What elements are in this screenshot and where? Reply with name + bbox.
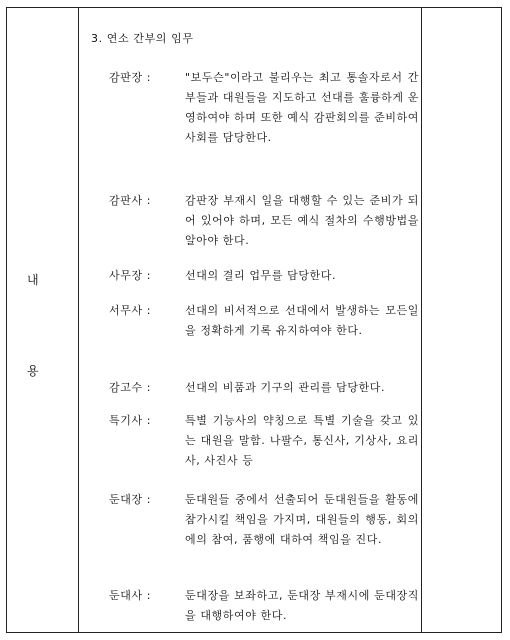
duty-item: [109, 490, 419, 550]
side-label-bottom: 용: [27, 364, 39, 378]
duty-description: 선대의 비품과 기구의 관리를 담당한다.: [185, 381, 386, 394]
duty-item: [109, 586, 419, 626]
side-label-top: 내: [27, 273, 39, 287]
duty-term: 감판장 :: [109, 71, 152, 84]
duty-item: [109, 301, 419, 341]
document-table: [6, 7, 502, 633]
duty-term: 사무장 :: [109, 269, 152, 282]
duty-description: 감판장 부재시 일을 대행할 수 있는 준비가 되어 있어야 하며, 모든 예식 절차의 수행방법을 알아야 한다.: [185, 194, 419, 247]
duty-item: [109, 191, 419, 251]
duty-description: "보두슨"이라고 불리우는 최고 통솔자로서 간부들과 대원들을 지도하고 선대를 훌륭하게 운영하여야 하며 또한 예식 감판회의를 준비하여 사회를 담당한다.: [185, 71, 419, 144]
duty-term: 서무사 :: [109, 304, 152, 317]
column-divider-right: [421, 8, 422, 632]
duty-item: [109, 411, 419, 471]
duty-description: 둔대원들 중에서 선출되어 둔대원들을 활동에 참가시킬 책임을 가지며, 대원들의 행동, 회의에의 참여, 품행에 대하여 책임을 진다.: [185, 493, 419, 546]
duty-term: 둔대장 :: [109, 493, 152, 506]
duty-description: 선대의 비서적으로 선대에서 발생하는 모든일을 정확하게 기록 유지하여야 한다.: [185, 304, 419, 337]
section-title: 3. 연소 간부의 임무: [91, 32, 194, 45]
duty-description: 특별 기능사의 약칭으로 특별 기술을 갖고 있는 대원을 말함. 나팔수, 통신사, 기상사, 요리사, 사진사 등: [185, 414, 419, 467]
duty-term: 감판사 :: [109, 194, 152, 207]
duty-item: [109, 266, 419, 286]
duty-description: 선대의 결리 업무를 담당한다.: [185, 269, 337, 282]
duty-term: 감고수 :: [109, 381, 152, 394]
duty-item: [109, 68, 419, 148]
duty-description: 둔대장을 보좌하고, 둔대장 부재시에 둔대장직을 대행하여야 한다.: [185, 589, 419, 622]
duty-term: 특기사 :: [109, 414, 152, 427]
duty-term: 둔대사 :: [109, 589, 152, 602]
column-divider-left: [78, 8, 79, 632]
duty-item: [109, 378, 419, 398]
